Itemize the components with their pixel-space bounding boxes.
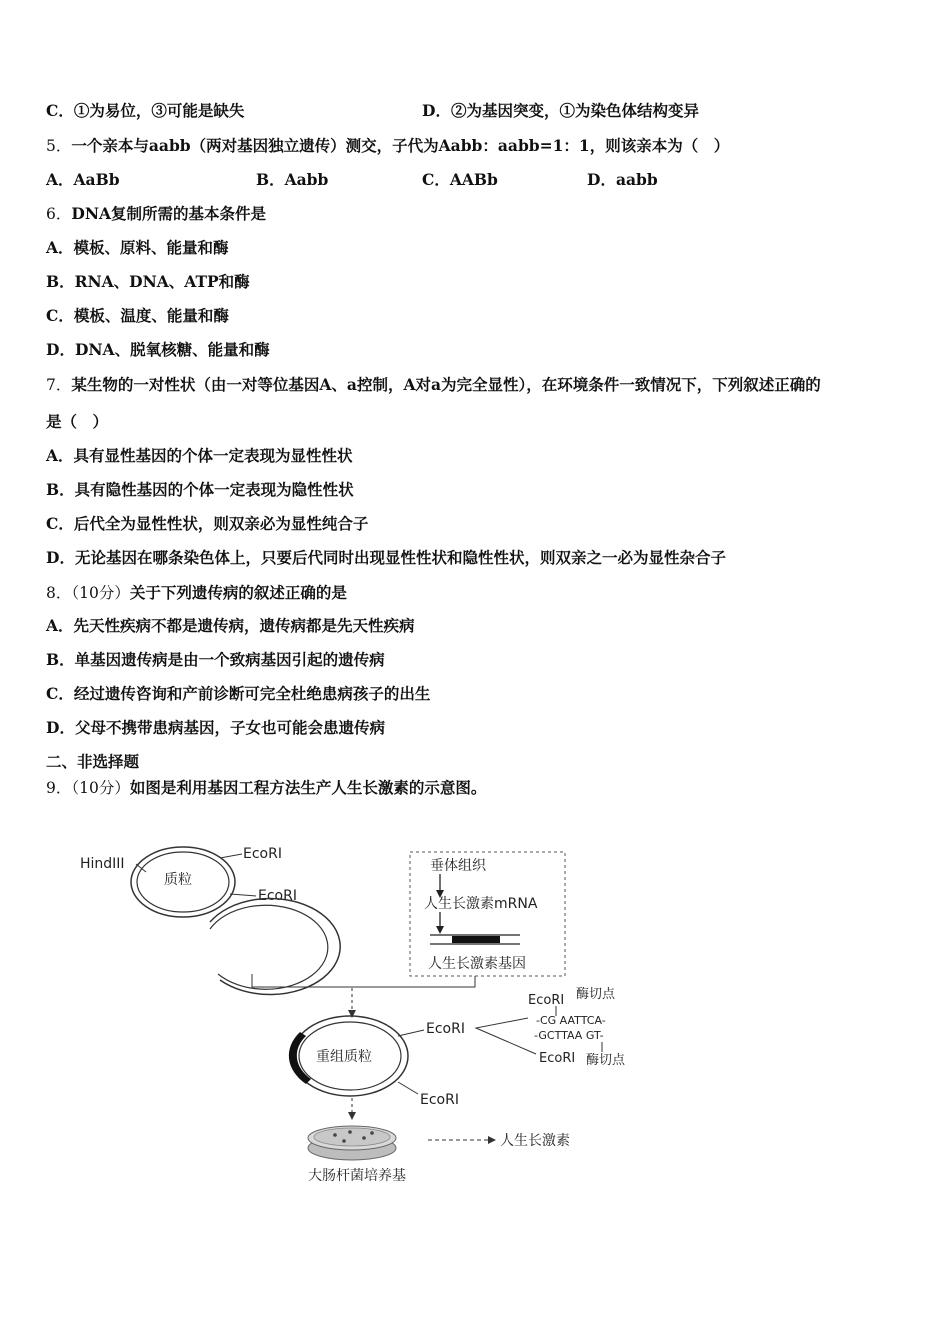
q5-option-c: C．AABb xyxy=(422,170,498,189)
gene-source-box xyxy=(410,852,565,976)
q6-text: DNA复制所需的基本条件是 xyxy=(71,204,267,223)
q4-option-d: D．②为基因突变，①为染色体结构变异 xyxy=(422,101,699,120)
cut-site-detail xyxy=(476,986,626,1068)
q7-number: 7． xyxy=(46,376,72,394)
q6-option-a: A．模板、原料、能量和酶 xyxy=(46,238,229,257)
q9-stem xyxy=(46,778,486,798)
medium-label: 大肠杆菌培养基 xyxy=(308,1168,406,1184)
q5-stem xyxy=(46,136,729,156)
recombinant-plasmid xyxy=(289,1016,465,1108)
q5-number: 5． xyxy=(46,137,72,155)
hormone-label: 人生长激素 xyxy=(500,1133,570,1149)
section-heading: 二、非选择题 xyxy=(46,752,140,771)
q8-option-b: B．单基因遗传病是由一个致病基因引起的遗传病 xyxy=(46,650,385,669)
q4-options xyxy=(46,101,699,121)
ecori-label-2: EcoRI xyxy=(258,888,297,904)
q6-option-b: B．RNA、DNA、ATP和酶 xyxy=(46,272,250,291)
recombinant-label: 重组质粒 xyxy=(316,1049,372,1065)
ecori-label-1: EcoRI xyxy=(243,846,282,862)
q9-text: 如图是利用基因工程方法生产人生长激素的示意图。 xyxy=(129,778,487,797)
q8-option-a: A．先天性疾病不都是遗传病，遗传病都是先天性疾病 xyxy=(46,616,415,635)
q6-stem xyxy=(46,204,266,224)
ecori-label-5: EcoRI xyxy=(528,993,565,1008)
ecori-label-6: EcoRI xyxy=(539,1051,576,1066)
petri-dish xyxy=(308,1126,406,1184)
q7-stem xyxy=(46,375,821,395)
q7-option-b: B．具有隐性基因的个体一定表现为隐性性状 xyxy=(46,480,354,499)
q7-text-1: 某生物的一对性状（由一对等位基因A、a控制，A对a为完全显性），在环境条件一致情况下，下列叙述正确的 xyxy=(71,375,821,394)
q9-score: （10分） xyxy=(71,779,130,797)
q7-option-c: C．后代全为显性性状，则双亲必为显性纯合子 xyxy=(46,514,369,533)
q6-option-c: C．模板、温度、能量和酶 xyxy=(46,306,229,325)
ecori-label-4: EcoRI xyxy=(420,1092,459,1108)
pituitary-label: 垂体组织 xyxy=(430,858,486,874)
gene-engineering-diagram xyxy=(60,832,660,1202)
q4-option-c: C．①为易位，③可能是缺失 xyxy=(46,101,245,120)
q6-option-d: D．DNA、脱氧核糖、能量和酶 xyxy=(46,340,270,359)
seq-top: -CG AATTCA- xyxy=(536,1014,606,1027)
q8-number: 8． xyxy=(46,584,72,602)
q8-stem xyxy=(46,583,347,603)
q7-option-a: A．具有显性基因的个体一定表现为显性性状 xyxy=(46,446,353,465)
plasmid-label: 质粒 xyxy=(164,872,192,888)
mrna-label: 人生长激素mRNA xyxy=(424,896,538,912)
q8-text: 关于下列遗传病的叙述正确的是 xyxy=(129,583,347,602)
hindiii-label: HindIII xyxy=(80,856,125,872)
seq-bottom: -GCTTAA GT- xyxy=(534,1029,604,1042)
q8-option-c: C．经过遗传咨询和产前诊断可完全杜绝患病孩子的出生 xyxy=(46,684,431,703)
q9-number: 9． xyxy=(46,779,72,797)
gene-label: 人生长激素基因 xyxy=(428,956,526,972)
plasmid-figure xyxy=(80,846,297,917)
q5-option-b: B．Aabb xyxy=(256,170,329,189)
q7-option-d: D．无论基因在哪条染色体上，只要后代同时出现显性性状和隐性性状，则双亲之一必为显性杂合子 xyxy=(46,548,726,567)
q5-options xyxy=(46,170,658,190)
q5-text: 一个亲本与aabb（两对基因独立遗传）测交，子代为Aabb：aabb=1：1，则该亲本为（ ） xyxy=(71,136,730,155)
q8-score: （10分） xyxy=(71,584,130,602)
site-label-1: 酶切点 xyxy=(576,987,616,1002)
q6-number: 6． xyxy=(46,205,72,223)
ecori-label-3: EcoRI xyxy=(426,1021,465,1037)
q7-text-2: 是（ ） xyxy=(46,412,109,431)
q5-option-d: D．aabb xyxy=(587,170,658,189)
q5-option-a: A．AaBb xyxy=(46,170,120,189)
q8-option-d: D．父母不携带患病基因，子女也可能会患遗传病 xyxy=(46,718,385,737)
site-label-2: 酶切点 xyxy=(586,1053,626,1068)
